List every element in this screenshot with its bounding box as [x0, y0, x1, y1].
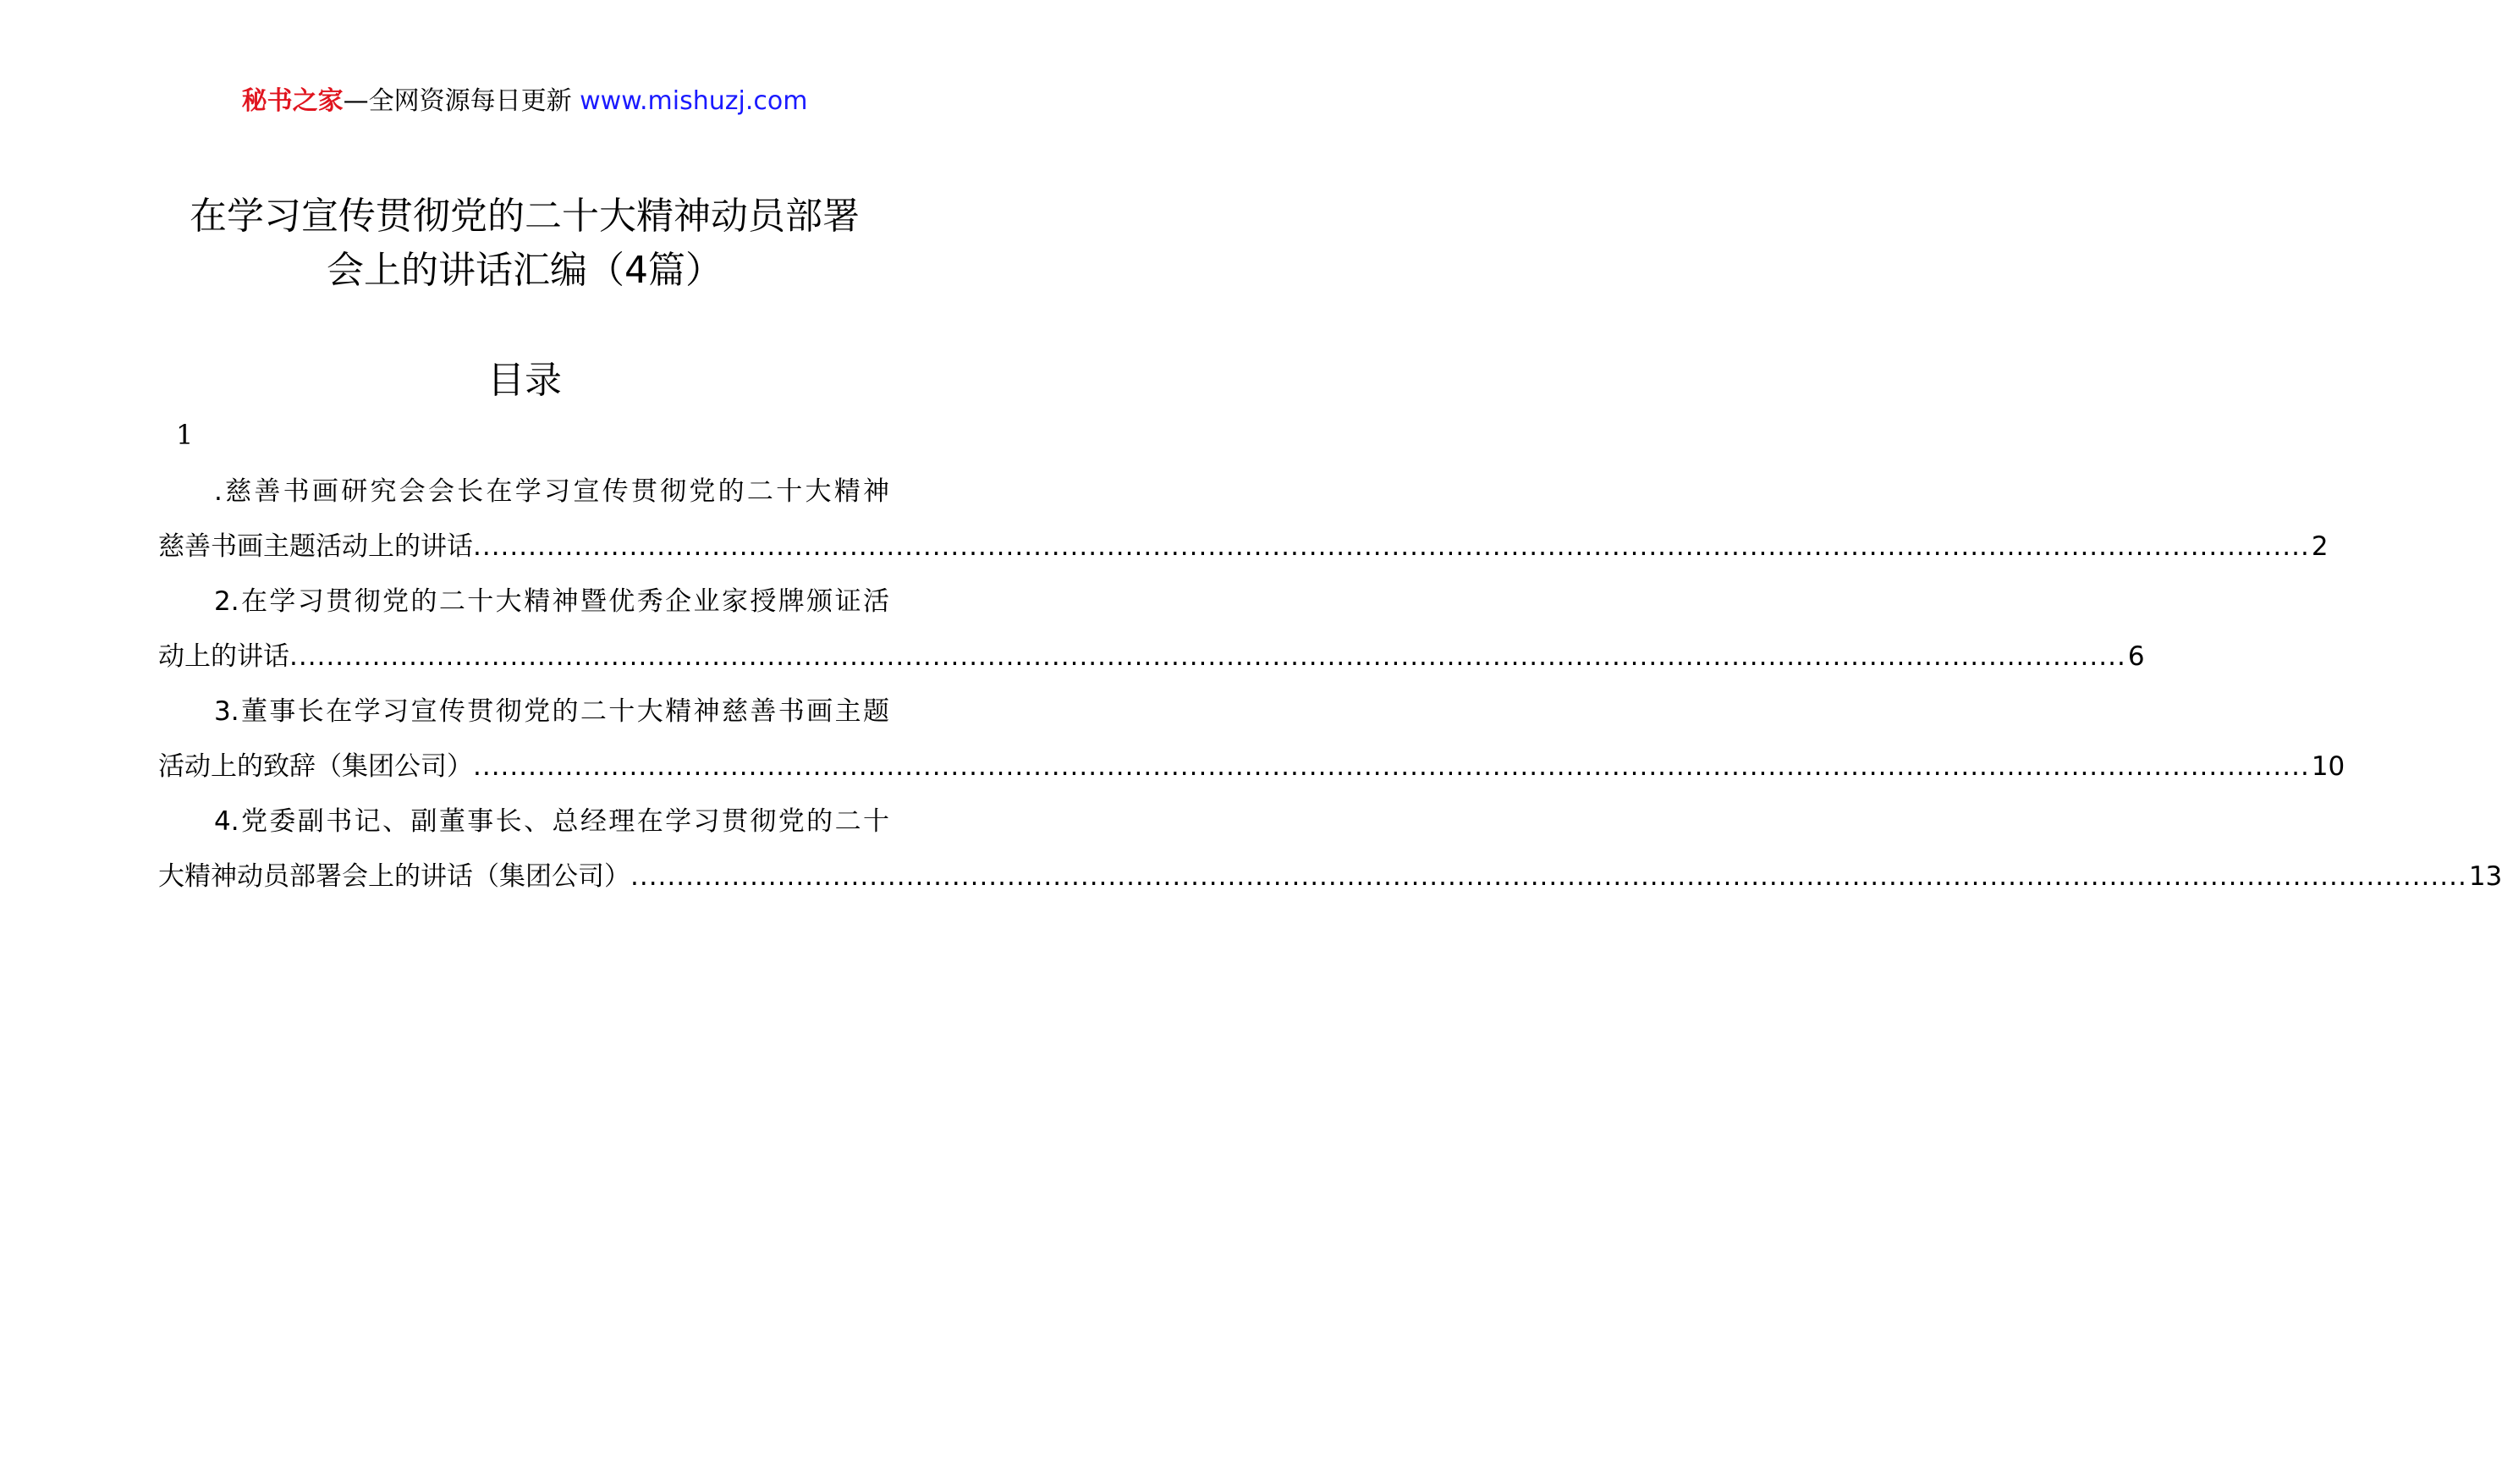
toc-entry-title: 3.董事长在学习宣传贯彻党的二十大精神慈善书画主题	[214, 696, 889, 727]
toc-entry-1[interactable]	[158, 464, 2329, 574]
title-line-1: 在学习宣传贯彻党的二十大精神动员部署	[190, 195, 860, 238]
toc-entry-2[interactable]	[158, 574, 2145, 684]
toc-entry-title-cont: 活动上的致辞（集团公司）	[158, 751, 473, 782]
table-of-contents	[158, 464, 2502, 904]
title-line-2: 会上的讲话汇编（4篇）	[327, 249, 723, 292]
toc-leader-dots: ........................................................................................................................................................................................................	[289, 641, 2126, 672]
toc-page-number: 2	[2311, 531, 2329, 562]
toc-leader-dots: ........................................................................................................................................................................................................	[473, 751, 2310, 782]
toc-entry-title: 2.在学习贯彻党的二十大精神暨优秀企业家授牌颁证活	[214, 586, 889, 617]
toc-page-number: 6	[2127, 641, 2145, 672]
toc-heading: 目录	[487, 359, 562, 402]
toc-page-number: 10	[2311, 751, 2345, 782]
toc-entry-4[interactable]	[158, 794, 2502, 904]
toc-entry-title: 4.党委副书记、副董事长、总经理在学习贯彻党的二十	[214, 806, 889, 837]
brand-name: 秘书之家	[241, 86, 344, 116]
toc-leader-dots: ........................................................................................................................................................................................................	[630, 861, 2467, 892]
toc-entry-title-cont: 大精神动员部署会上的讲话（集团公司）	[158, 861, 630, 892]
document-title	[0, 190, 1049, 298]
brand-tagline: —全网资源每日更新	[343, 86, 572, 116]
toc-entry-title-cont: 动上的讲话	[158, 641, 289, 672]
site-header	[0, 85, 1049, 118]
toc-page-number: 13	[2468, 861, 2502, 892]
site-url-link[interactable]: www.mishuzj.com	[580, 86, 808, 116]
toc-entry-title: .慈善书画研究会会长在学习宣传贯彻党的二十大精神	[214, 476, 889, 507]
toc-entry-title-cont: 慈善书画主题活动上的讲话	[158, 531, 473, 562]
list-marker: 1	[176, 419, 194, 451]
toc-leader-dots: ........................................................................................................................................................................................................	[473, 531, 2310, 562]
toc-entry-3[interactable]	[158, 684, 2345, 794]
